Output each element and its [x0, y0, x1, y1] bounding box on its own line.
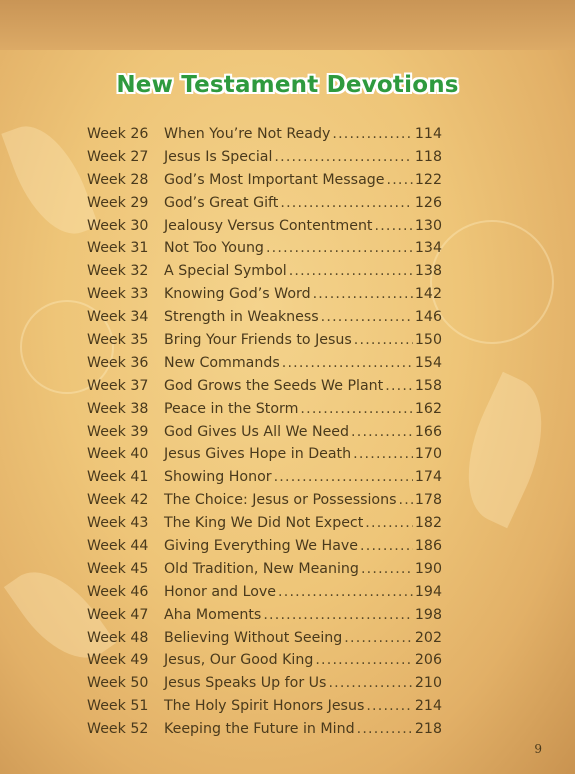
toc-title: Strength in Weakness	[164, 309, 319, 326]
toc-title: Jesus Is Special	[164, 148, 273, 165]
toc-page: 162	[414, 400, 442, 417]
toc-week: Week 32	[87, 263, 149, 280]
toc-dot-leader	[282, 355, 413, 371]
toc-page: 186	[414, 538, 442, 555]
toc-week: Week 37	[87, 377, 149, 394]
toc-row	[87, 172, 442, 195]
toc-dot-leader	[313, 286, 413, 302]
toc-page: 158	[414, 377, 442, 394]
toc-row	[87, 263, 442, 286]
toc-dot-leader	[289, 263, 413, 279]
toc-row	[87, 332, 442, 355]
toc-row	[87, 630, 442, 653]
toc-row	[87, 240, 442, 263]
toc-dot-leader	[278, 584, 413, 600]
toc-row	[87, 424, 442, 447]
toc-title: Jesus Gives Hope in Death	[164, 446, 352, 463]
toc-page: 170	[414, 446, 442, 463]
toc-page: 214	[414, 698, 442, 715]
toc-week: Week 47	[87, 606, 149, 623]
toc-page: 138	[414, 263, 442, 280]
toc-dot-leader	[274, 149, 413, 165]
toc-row	[87, 309, 442, 332]
toc-title: Old Tradition, New Meaning	[164, 560, 359, 577]
toc-week: Week 39	[87, 423, 149, 440]
toc-week: Week 35	[87, 332, 149, 349]
toc-title: Jealousy Versus Contentment	[164, 217, 373, 234]
toc-row	[87, 195, 442, 218]
toc-page: 122	[414, 171, 442, 188]
toc-week: Week 50	[87, 675, 149, 692]
toc-week: Week 28	[87, 171, 149, 188]
toc-dot-leader	[399, 492, 413, 508]
toc-dot-leader	[375, 218, 413, 234]
toc-title: God Gives Us All We Need	[164, 423, 350, 440]
toc-dot-leader	[321, 309, 413, 325]
toc-dot-leader	[357, 721, 413, 737]
toc-week: Week 33	[87, 286, 149, 303]
toc-dot-leader	[332, 126, 413, 142]
page-number: 9	[534, 742, 542, 756]
toc-row	[87, 378, 442, 401]
toc-dot-leader	[360, 538, 413, 554]
toc-row	[87, 515, 442, 538]
toc-week: Week 27	[87, 148, 149, 165]
toc-dot-leader	[300, 401, 413, 417]
toc-page: 146	[414, 309, 442, 326]
toc-week: Week 42	[87, 492, 149, 509]
toc-row	[87, 584, 442, 607]
toc-dot-leader	[365, 515, 413, 531]
toc-page: 190	[414, 560, 442, 577]
toc-dot-leader	[328, 675, 412, 691]
toc-week: Week 34	[87, 309, 149, 326]
toc-row	[87, 469, 442, 492]
toc-dot-leader	[344, 630, 413, 646]
toc-week: Week 45	[87, 560, 149, 577]
toc-row	[87, 698, 442, 721]
toc-page: 114	[414, 126, 442, 142]
toc-row	[87, 561, 442, 584]
toc-week: Week 30	[87, 217, 149, 234]
toc-row	[87, 607, 442, 630]
toc-week: Week 51	[87, 698, 149, 715]
toc-row	[87, 492, 442, 515]
background-swirl	[430, 220, 554, 344]
toc-title: Believing Without Seeing	[164, 629, 343, 646]
toc-dot-leader	[366, 698, 413, 714]
toc-title: Jesus Speaks Up for Us	[164, 675, 327, 692]
toc-page: 154	[414, 354, 442, 371]
toc-title: A Special Symbol	[164, 263, 287, 280]
toc-week: Week 49	[87, 652, 149, 669]
toc-page: 218	[414, 721, 442, 738]
toc-dot-leader	[351, 424, 413, 440]
toc-title: The Choice: Jesus or Possessions	[164, 492, 397, 509]
toc-row	[87, 286, 442, 309]
toc-page: 142	[414, 286, 442, 303]
toc-page: 206	[414, 652, 442, 669]
background-leaf	[1, 113, 98, 246]
toc-dot-leader	[315, 652, 413, 668]
toc-week: Week 36	[87, 354, 149, 371]
background-leaf	[444, 372, 567, 528]
toc-title: Peace in the Storm	[164, 400, 299, 417]
toc-dot-leader	[361, 561, 413, 577]
toc-title: Honor and Love	[164, 583, 277, 600]
toc-dot-leader	[353, 446, 413, 462]
toc-page: 210	[414, 675, 442, 692]
toc-title: God Grows the Seeds We Plant	[164, 377, 384, 394]
toc-page: 130	[414, 217, 442, 234]
toc-dot-leader	[385, 378, 413, 394]
toc-title: When You’re Not Ready	[164, 126, 331, 142]
toc-week: Week 41	[87, 469, 149, 486]
toc-page: 198	[414, 606, 442, 623]
toc-row	[87, 538, 442, 561]
toc-page: 134	[414, 240, 442, 257]
toc-week: Week 38	[87, 400, 149, 417]
toc-dot-leader	[280, 195, 413, 211]
toc-page: 166	[414, 423, 442, 440]
toc-title: The King We Did Not Expect	[164, 515, 364, 532]
toc-title: God’s Most Important Message	[164, 171, 385, 188]
toc-week: Week 46	[87, 583, 149, 600]
toc-row	[87, 149, 442, 172]
toc-page: 194	[414, 583, 442, 600]
toc-week: Week 40	[87, 446, 149, 463]
toc-title: Aha Moments	[164, 606, 262, 623]
toc-page: 178	[414, 492, 442, 509]
toc-dot-leader	[266, 240, 413, 256]
table-of-contents	[87, 126, 442, 744]
toc-row	[87, 401, 442, 424]
toc-page: 126	[414, 194, 442, 211]
toc-row	[87, 355, 442, 378]
toc-week: Week 29	[87, 194, 149, 211]
toc-page: 118	[414, 148, 442, 165]
toc-title: New Commands	[164, 354, 280, 371]
toc-title: Keeping the Future in Mind	[164, 721, 355, 738]
toc-row	[87, 675, 442, 698]
toc-title: Bring Your Friends to Jesus	[164, 332, 352, 349]
toc-week: Week 43	[87, 515, 149, 532]
toc-page: 202	[414, 629, 442, 646]
toc-dot-leader	[354, 332, 413, 348]
toc-title: Jesus, Our Good King	[164, 652, 314, 669]
toc-row	[87, 218, 442, 241]
toc-title: God’s Great Gift	[164, 194, 279, 211]
toc-title: The Holy Spirit Honors Jesus	[164, 698, 365, 715]
toc-title: Not Too Young	[164, 240, 264, 257]
toc-week: Week 48	[87, 629, 149, 646]
toc-page: 182	[414, 515, 442, 532]
toc-row	[87, 446, 442, 469]
toc-dot-leader	[387, 172, 413, 188]
top-band	[0, 0, 575, 50]
toc-dot-leader	[263, 607, 413, 623]
toc-title: Knowing God’s Word	[164, 286, 311, 303]
toc-title: Showing Honor	[164, 469, 272, 486]
toc-week: Week 26	[87, 126, 149, 142]
toc-page: 150	[414, 332, 442, 349]
page-title: New Testament Devotions	[116, 72, 459, 98]
toc-week: Week 52	[87, 721, 149, 738]
toc-row	[87, 652, 442, 675]
toc-week: Week 31	[87, 240, 149, 257]
toc-row	[87, 721, 442, 744]
toc-title: Giving Everything We Have	[164, 538, 359, 555]
toc-row	[87, 126, 442, 149]
toc-page: 174	[414, 469, 442, 486]
toc-dot-leader	[274, 469, 413, 485]
toc-week: Week 44	[87, 538, 149, 555]
